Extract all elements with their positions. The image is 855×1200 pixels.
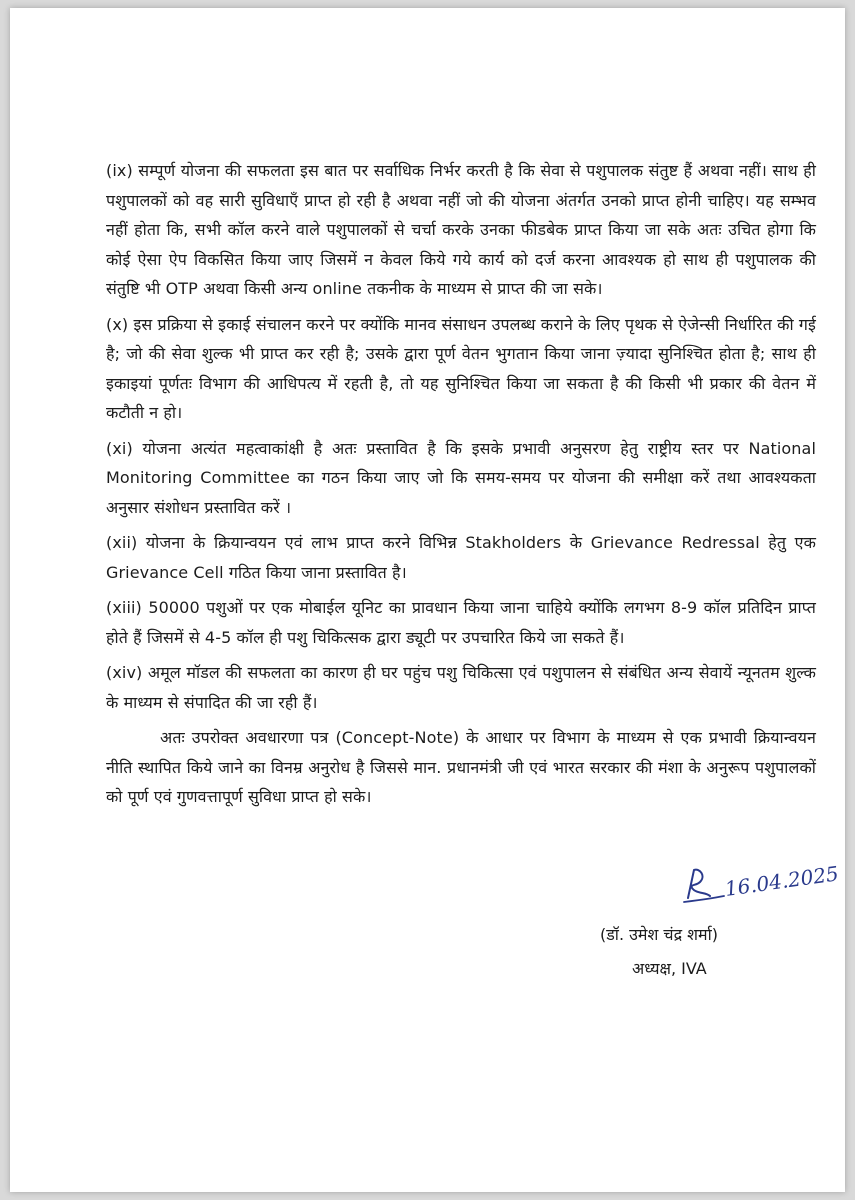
document-body [106,156,816,818]
paragraph-xii: (xii) योजना के क्रियान्वयन एवं लाभ प्राप्त करने विभिन्न Stakholders के Grievance Redressal हेतु एक Grievance Cell गठित किया जाना प्रस्तावित है। [106,533,816,582]
document-page [10,8,845,1192]
paragraph-x: (x) इस प्रक्रिया से इकाई संचालन करने पर क्योंकि मानव संसाधन उपलब्ध कराने के लिए पृथक से ऐजेन्सी निर्धारित की गई है; जो की सेवा शुल्क भी प्राप्त कर रही है; उसके द्वारा पूर्ण वेतन भुगतान किया जाना ज़्यादा सुनिश्चित होता है; साथ ही इकाइयां पूर्णतः विभाग की आधिपत्य में रहती है, तो यह सुनिश्चित किया जा सकता है की किसी भी प्रकार की वेतन में कटौती न हो। [106,314,816,422]
signatory-title: अध्यक्ष, IVA [632,959,707,978]
closing-paragraph: अतः उपरोक्त अवधारणा पत्र (Concept-Note) के आधार पर विभाग के माध्यम से एक प्रभावी क्रियान्वयन नीति स्थापित किये जाने का विनम्र अनुरोध है जिससे मान. प्रधानमंत्री जी एवं भारत सरकार की मंशा के अनुरूप पशुपालकों को पूर्ण एवं गुणवत्तापूर्ण सुविधा प्राप्त हो सके। [106,728,816,806]
signatory-name: (डॉ. उमेश चंद्र शर्मा) [600,925,718,944]
paragraph-ix: (ix) सम्पूर्ण योजना की सफलता इस बात पर सर्वाधिक निर्भर करती है कि सेवा से पशुपालक संतुष्ट हैं अथवा नहीं। साथ ही पशुपालकों को वह सारी सुविधाएँ प्राप्त हो रही है अथवा नहीं जो की योजना अंतर्गत उनको प्राप्त होनी चाहिए। यह सम्भव नहीं होता कि, सभी कॉल करने वाले पशुपालकों से चर्चा करके उनका फीडबेक प्राप्त किया जा सके अतः उचित होगा कि कोई ऐसा ऐप विकसित किया जाए जिसमें न केवल किये गये कार्य को दर्ज करना आवश्यक हो साथ ही पशुपालक की संतुष्टि भी OTP अथवा किसी अन्य online तकनीक के माध्यम से प्राप्त की जा सके। [106,161,816,298]
handwritten-signature-date [680,858,840,918]
paragraph-xi: (xi) योजना अत्यंत महत्वाकांक्षी है अतः प्रस्तावित है कि इसके प्रभावी अनुसरण हेतु राष्ट्रीय स्तर पर National Monitoring Committee का गठन किया जाए जो कि समय-समय पर योजना की समीक्षा करें तथा आवश्यकता अनुसार संशोधन प्रस्तावित करें । [106,438,816,517]
paragraph-xiv: (xiv) अमूल मॉडल की सफलता का कारण ही घर पहुंच पशु चिकित्सा एवं पशुपालन से संबंधित अन्य सेवायें न्यूनतम शुल्क के माध्यम से संपादित की जा रही हैं। [106,663,816,712]
paragraph-xiii: (xiii) 50000 पशुओं पर एक मोबाईल यूनिट का प्रावधान किया जाना चाहिये क्योंकि लगभग 8-9 कॉल प्रतिदिन प्राप्त होते हैं जिसमें से 4-5 कॉल ही पशु चिकित्सक द्वारा ड्यूटी पर उपचारित किये जा सकते हैं। [106,598,816,647]
handwritten-date: 16.04.2025 [723,861,840,901]
